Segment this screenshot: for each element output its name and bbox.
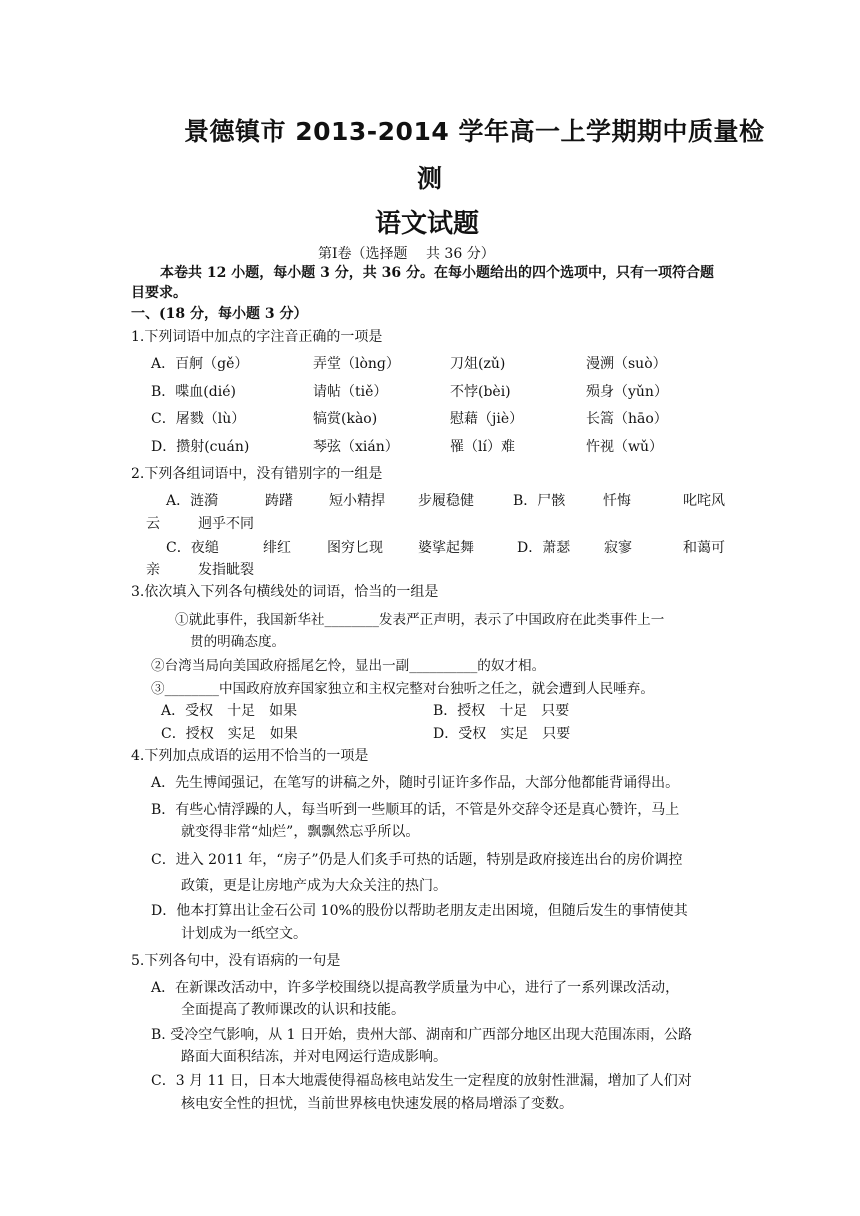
- q2-option-b-word3: 叱咤风: [683, 493, 725, 509]
- q1-option-a-word4: 漫溯（suò）: [586, 356, 667, 372]
- q1-option-c-word2: 犒赏(kào): [313, 411, 378, 427]
- q2-option-a-word4: 步履稳健: [418, 493, 474, 509]
- q2-option-a-word3: 短小精捍: [329, 493, 385, 509]
- q4-option-c-line1: C．进入 2011 年，“房子”仍是人们炙手可热的话题，特别是政府接连出台的房价调控: [151, 852, 683, 868]
- part-one-heading: 一、(18 分，每小题 3 分）: [131, 306, 308, 322]
- q2-option-c-word4: 婆挲起舞: [418, 540, 474, 556]
- q5-option-a-line1: A．在新课改活动中，许多学校围绕以提高教学质量为中心，进行了一系列课改活动，: [151, 980, 680, 996]
- q2-option-a: A．涟漪: [166, 493, 219, 509]
- q5-option-b-line2: 路面大面积结冻，并对电网运行造成影响。: [181, 1049, 447, 1065]
- q1-option-b: B．喋血(dié): [151, 384, 236, 400]
- q1-option-c-word3: 慰藉（jiè）: [450, 411, 524, 427]
- exam-title-line2: 测: [417, 164, 443, 193]
- q3-option-c: C．授权 实足 如果: [161, 726, 298, 742]
- q4-option-c-line2: 政策，更是让房地产成为大众关注的热门。: [181, 878, 447, 894]
- q1-option-c-word4: 长篙（hāo）: [586, 411, 668, 427]
- q2-option-d-word4: 发指眦裂: [198, 562, 254, 578]
- q2-option-a-word2: 踌躇: [265, 493, 293, 509]
- instructions-line2: 目要求。: [131, 285, 187, 301]
- q1-option-d: D．攒射(cuán): [151, 439, 250, 455]
- section-heading: 第Ⅰ卷（选择题 共 36 分）: [318, 246, 495, 262]
- q2-option-b: B．尸骸: [513, 493, 566, 509]
- q5-option-a-line2: 全面提高了教师课改的认识和技能。: [181, 1002, 405, 1018]
- question-1-stem: 1.下列词语中加点的字注音正确的一项是: [131, 329, 383, 345]
- q1-option-d-word3: 罹（lí）难: [450, 439, 515, 455]
- q5-option-b-line1: B. 受冷空气影响，从 1 日开始，贵州大部、湖南和广西部分地区出现大范围冻雨，公路: [151, 1027, 692, 1043]
- question-2-stem: 2.下列各组词语中，没有错别字的一组是: [131, 466, 383, 482]
- q3-option-b: B．授权 十足 只要: [433, 703, 570, 719]
- instructions-line1: 本卷共 12 小题，每小题 3 分，共 36 分。在每小题给出的四个选项中，只有一项符合题: [160, 265, 714, 281]
- q1-option-c: C．屠戮（lù）: [151, 411, 246, 427]
- question-4-stem: 4.下列加点成语的运用不恰当的一项是: [131, 748, 369, 764]
- q1-option-b-word4: 殒身（yǔn）: [586, 384, 668, 400]
- q2-option-b-word4: 迥乎不同: [198, 516, 254, 532]
- exam-title-line1: 景德镇市 2013-2014 学年高一上学期期中质量检: [184, 117, 765, 146]
- q3-sentence-3: ③________中国政府放弃国家独立和主权完整对台独听之任之，就会遭到人民唾弃。: [151, 681, 654, 697]
- q5-option-c-line2: 核电安全性的担忧，当前世界核电快速发展的格局增添了变数。: [181, 1096, 573, 1112]
- question-5-stem: 5.下列各句中，没有语病的一句是: [131, 953, 341, 969]
- q2-option-d-word2: 寂寥: [604, 540, 632, 556]
- q1-option-d-word4: 忤视（wǔ）: [586, 439, 663, 455]
- q2-option-c-word3: 图穷匕现: [327, 540, 383, 556]
- q2-option-d: D．萧瑟: [517, 540, 571, 556]
- q3-sentence-2: ②台湾当局向美国政府摇尾乞怜，显出一副__________的奴才相。: [151, 658, 546, 674]
- q3-sentence-1-line1: ①就此事件，我国新华社________发表严正声明，表示了中国政府在此类事件上一: [175, 612, 665, 628]
- q3-option-a: A．受权 十足 如果: [161, 703, 298, 719]
- q2-option-b-word3-cont: 云: [146, 516, 160, 532]
- q1-option-a: A．百舸（gě）: [151, 356, 249, 372]
- q4-option-b-line1: B．有些心情浮躁的人，每当听到一些顺耳的话，不管是外交辞令还是真心赞许，马上: [151, 802, 680, 818]
- q4-option-d-line2: 计划成为一纸空文。: [181, 926, 307, 942]
- q2-option-c: C．夜缒: [166, 540, 219, 556]
- q2-option-d-word3-cont: 亲: [146, 562, 160, 578]
- q2-option-d-word3: 和蔼可: [683, 540, 725, 556]
- q1-option-b-word3: 不悖(bèi): [450, 384, 511, 400]
- q2-option-b-word2: 忏悔: [603, 493, 631, 509]
- q5-option-c-line1: C．3 月 11 日，日本大地震使得福岛核电站发生一定程度的放射性泄漏，增加了人们对: [151, 1073, 692, 1089]
- q3-option-d: D．受权 实足 只要: [433, 726, 571, 742]
- q4-option-d-line1: D．他本打算出让金石公司 10%的股份以帮助老朋友走出困境，但随后发生的事情使其: [151, 903, 688, 919]
- q1-option-a-word3: 刀俎(zǔ): [450, 356, 506, 372]
- q1-option-d-word2: 琴弦（xián）: [313, 439, 399, 455]
- q2-option-c-word2: 绯红: [263, 540, 291, 556]
- q4-option-b-line2: 就变得非常“灿烂”，飘飘然忘乎所以。: [181, 824, 420, 840]
- q1-option-a-word2: 弄堂（lònɡ）: [313, 356, 400, 372]
- q3-sentence-1-line2: 贯的明确态度。: [190, 634, 286, 650]
- q1-option-b-word2: 请帖（tiě）: [313, 384, 388, 400]
- exam-subject-title: 语文试题: [375, 209, 480, 239]
- q4-option-a: A．先生博闻强记，在笔写的讲稿之外，随时引证许多作品，大部分他都能背诵得出。: [151, 775, 680, 791]
- question-3-stem: 3.依次填入下列各句横线处的词语，恰当的一组是: [131, 584, 439, 600]
